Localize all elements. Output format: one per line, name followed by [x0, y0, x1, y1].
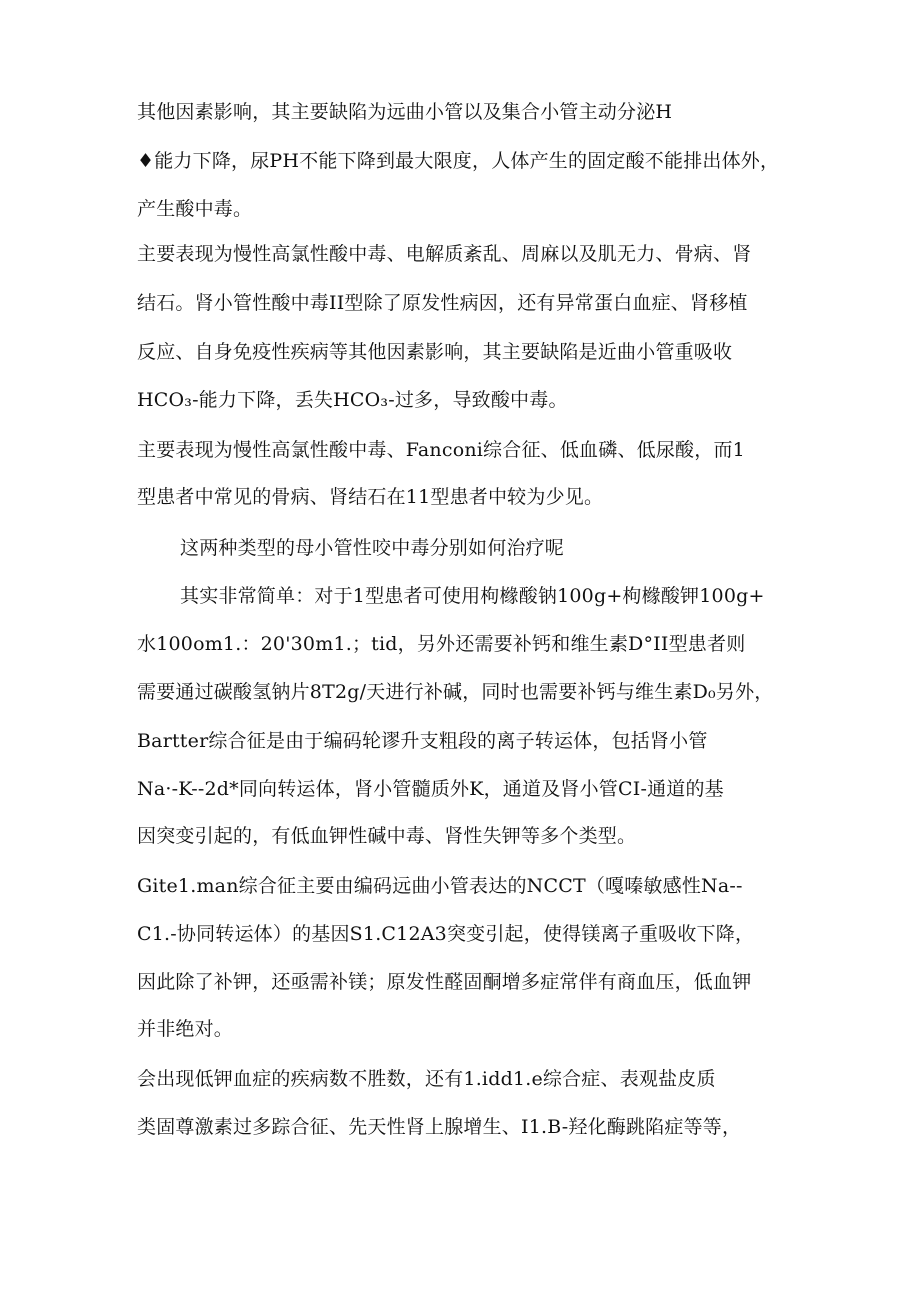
- text-line-9: 型患者中常见的骨病、肾结石在11型患者中较为少见。: [137, 486, 604, 508]
- text-line-18: C1.-协同转运体）的基因S1.C12A3突变引起，使得镁离子重吸收下降，: [137, 923, 755, 945]
- text-line-3: 产生酸中毒。: [137, 198, 253, 220]
- text-line-12: 水100om1.：20'30m1.；tid，另外还需要补钙和维生素D°II型患者则: [137, 633, 746, 655]
- text-line-7: HCO₃-能力下降，丢失HCO₃-过多，导致酸中毒。: [137, 389, 568, 411]
- text-line-6: 反应、自身免疫性疾病等其他因素影响，其主要缺陷是近曲小管重吸收: [137, 341, 733, 363]
- text-line-21: 会出现低钾血症的疾病数不胜数，还有1.idd1.e综合症、表观盐皮质: [137, 1068, 716, 1090]
- text-line-8: 主要表现为慢性高氯性酸中毒、Fanconi综合征、低血磷、低尿酸，而1: [137, 439, 745, 461]
- text-line-10: 这两种类型的母小管性咬中毒分别如何治疗呢: [180, 537, 565, 559]
- text-line-20: 并非绝对。: [137, 1018, 234, 1040]
- text-line-5: 结石。肾小管性酸中毒II型除了原发性病因，还有异常蛋白血症、肾移植: [137, 292, 748, 314]
- text-line-13: 需要通过碳酸氢钠片8T2g∕天进行补碱，同时也需要补钙与维生素D₀另外，: [137, 681, 774, 703]
- text-line-22: 类固尊激素过多踪合征、先天性肾上腺增生、I1.B-羟化酶跳陷症等等，: [137, 1116, 742, 1138]
- text-line-19: 因此除了补钾，还亟需补镁；原发性醛固酮增多症常伴有商血压，低血钾: [137, 971, 752, 993]
- text-line-11: 其实非常简单：对于1型患者可使用枸橼酸钠100g+枸橼酸钾100g+: [180, 585, 765, 607]
- text-line-2: ♦能力下降，尿PH不能下降到最大限度，人体产生的固定酸不能排出体外，: [137, 150, 780, 172]
- text-line-4: 主要表现为慢性高氯性酸中毒、电解质紊乱、周麻以及肌无力、骨病、肾: [137, 243, 752, 265]
- text-line-14: Bartter综合征是由于编码轮谬升支粗段的离子转运体，包括肾小管: [137, 730, 708, 752]
- text-line-16: 因突变引起的，有低血钾性碱中毒、肾性失钾等多个类型。: [137, 825, 637, 847]
- text-line-17: Gite1.man综合征主要由编码远曲小管表达的NCCT（嘎嗪敏感性Na--: [137, 875, 743, 897]
- text-line-15: Na·-K--2d*同向转运体，肾小管髓质外K，通道及肾小管CI-通道的基: [137, 778, 724, 800]
- text-line-1: 其他因素影响，其主要缺陷为远曲小管以及集合小管主动分泌H: [137, 101, 673, 123]
